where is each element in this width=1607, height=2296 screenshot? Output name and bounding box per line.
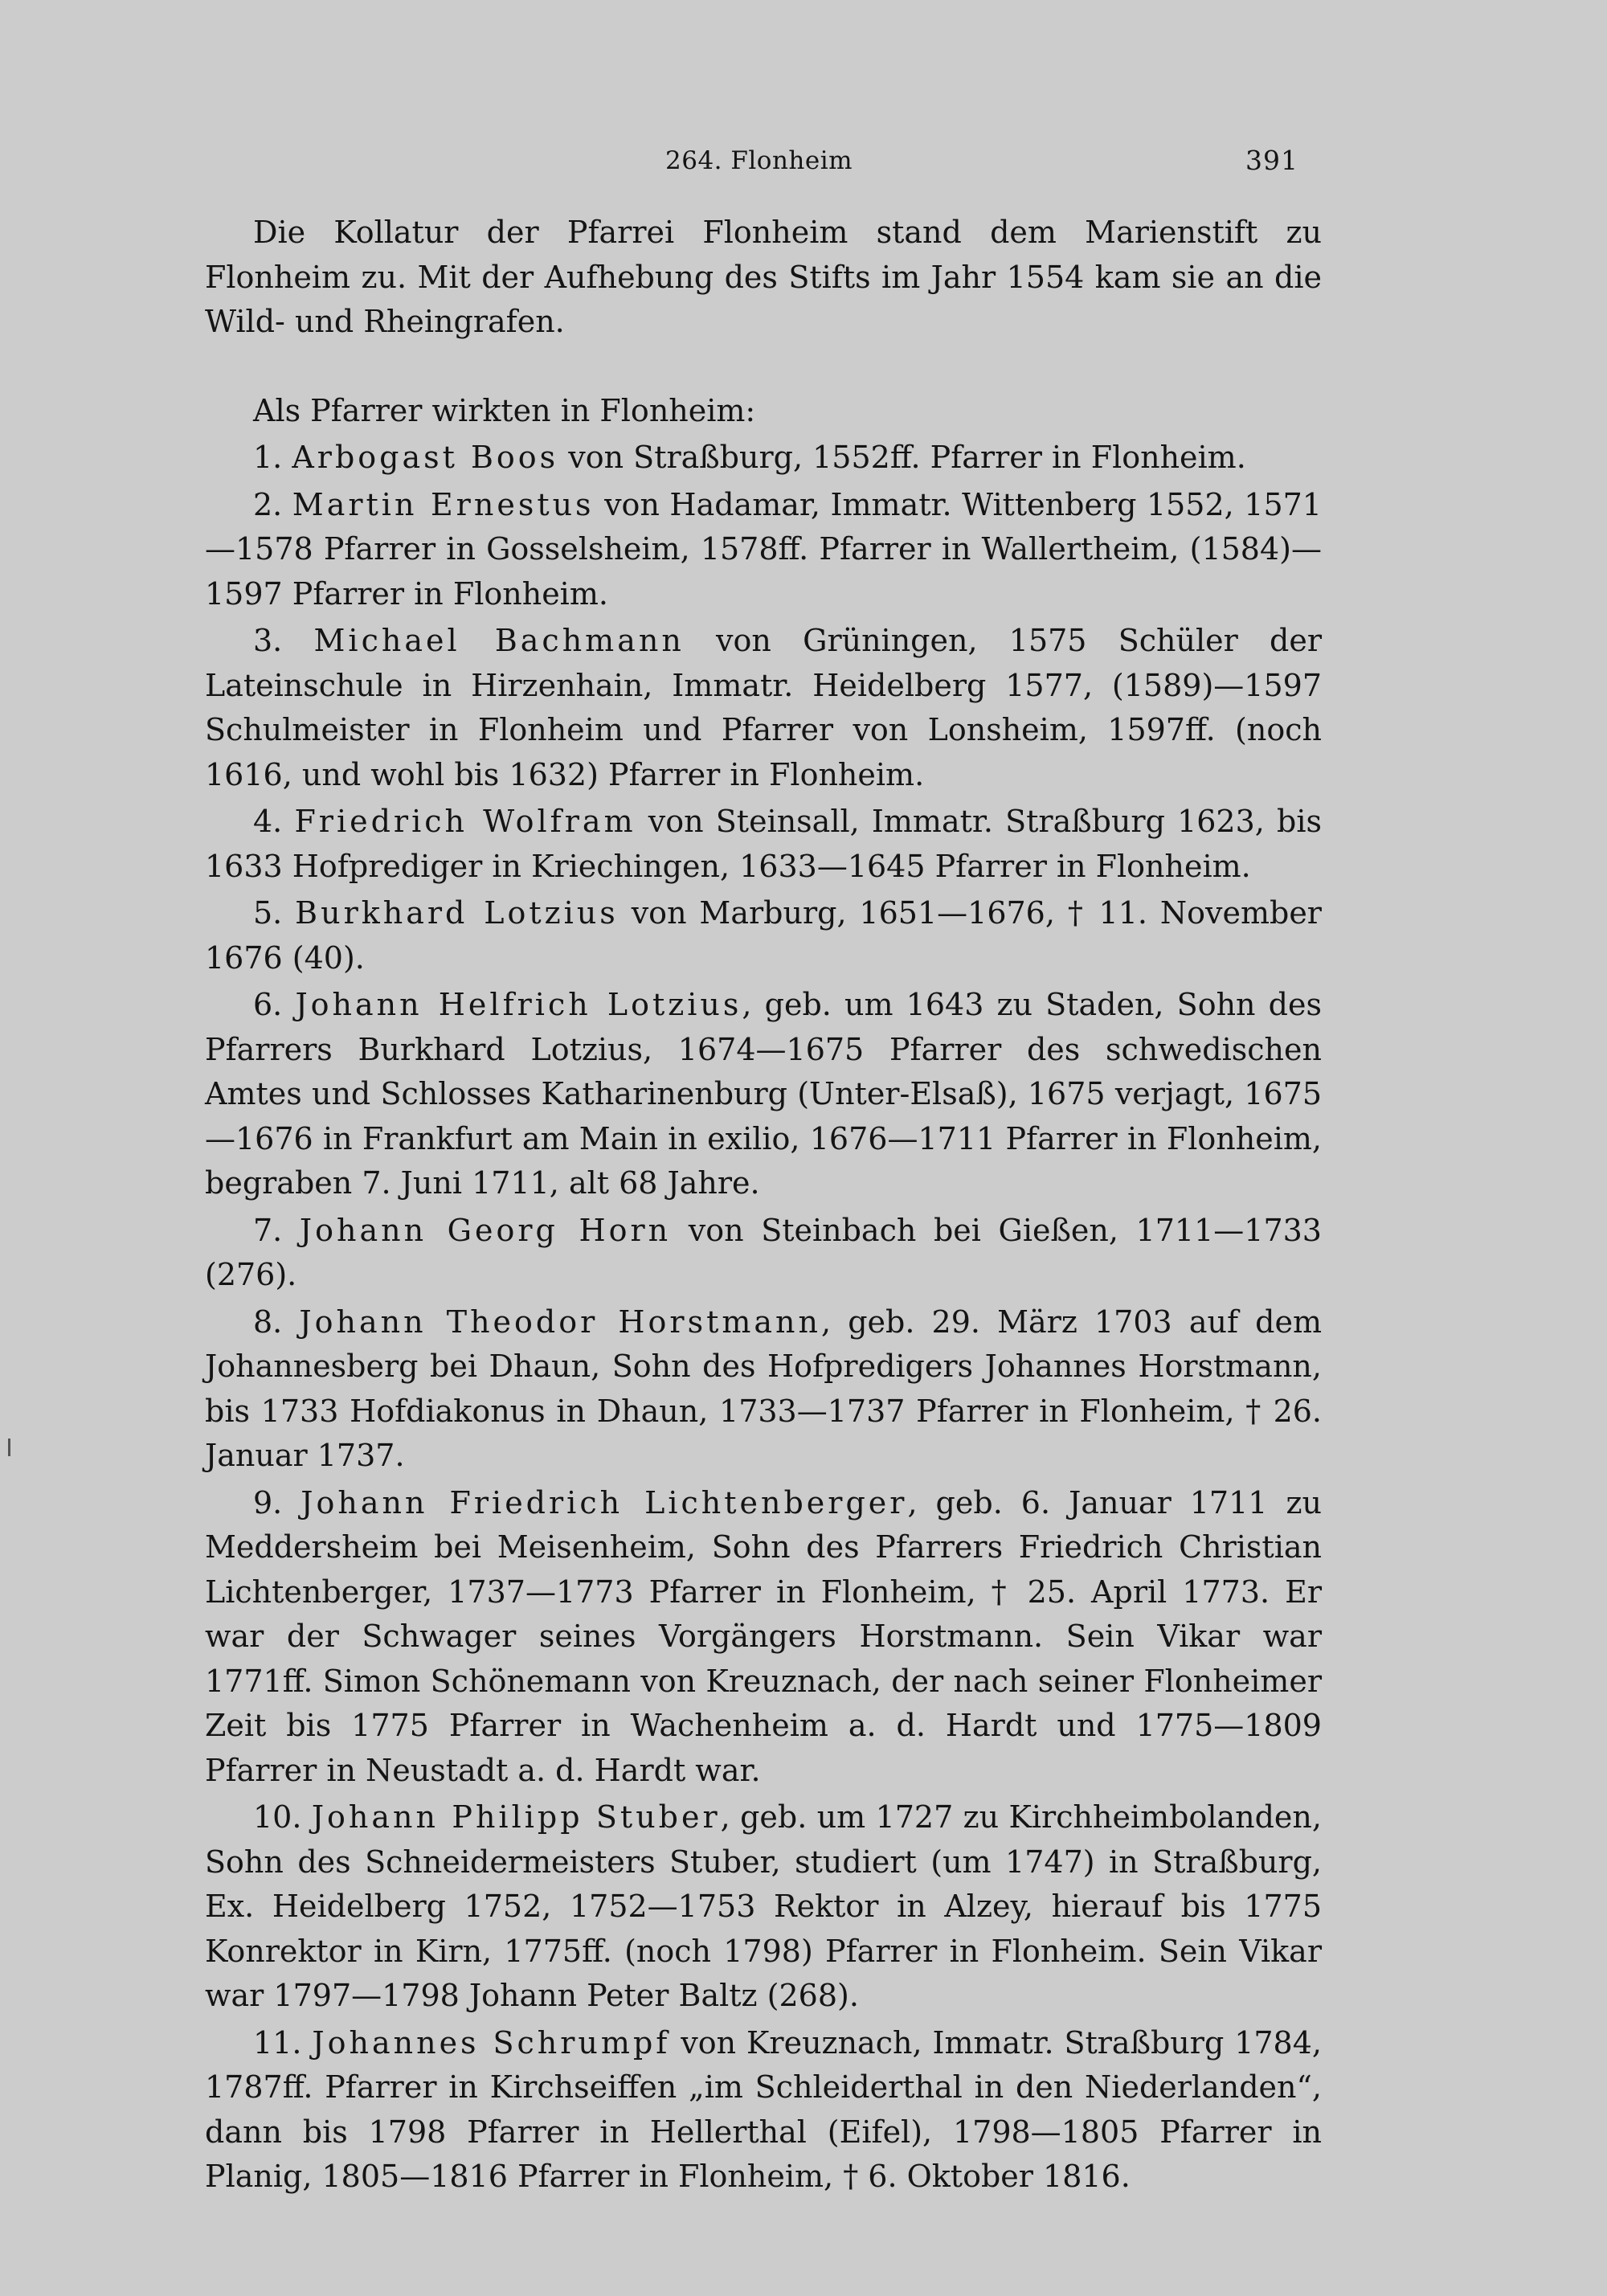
- entry-number: 11.: [253, 2024, 302, 2061]
- page-body: [205, 211, 1322, 2200]
- scan-edge-mark: [8, 1439, 10, 1456]
- pastor-name: Johann Philipp Stuber: [311, 1799, 721, 1835]
- intro-paragraph: Die Kollatur der Pfarrei Flonheim stand dem Marienstift zu Flonheim zu. Mit der Aufhebung des Stifts im Jahr 1554 kam sie an die Wild- und Rheingrafen.: [205, 215, 1322, 339]
- pastor-entry-10: [205, 1795, 1322, 2019]
- entry-number: 3.: [253, 623, 283, 658]
- entry-text: von Steinsall, Immatr. Straßburg 1623, bis 1633 Hofprediger in Kriechingen, 1633—1645 Pfarrer in Flonheim.: [205, 804, 1322, 884]
- pastor-name: Arbogast Boos: [292, 440, 559, 475]
- entry-text: , geb. um 1643 zu Staden, Sohn des Pfarrers Burkhard Lotzius, 1674—1675 Pfarrer des schwedischen Amtes und Schlosses Katharinenburg (Unter-Elsaß), 1675 verjagt, 1675—1676 in Frankfurt am Main in exilio, 1676—1711 Pfarrer in Flonheim, begraben 7. Juni 1711, alt 68 Jahre.: [205, 987, 1322, 1201]
- entry-number: 6.: [253, 987, 283, 1022]
- entry-text: von Straßburg, 1552ff. Pfarrer in Flonheim.: [568, 440, 1246, 475]
- pastor-entry-7: [205, 1209, 1322, 1298]
- list-heading: Als Pfarrer wirkten in Flonheim:: [253, 392, 756, 428]
- pastor-entry-11: [205, 2021, 1322, 2200]
- entry-number: 4.: [253, 804, 283, 839]
- entry-text: , geb. 6. Januar 1711 zu Meddersheim bei Meisenheim, Sohn des Pfarrers Friedrich Christian Lichtenberger, 1737—1773 Pfarrer in Flonheim, † 25. April 1773. Er war der Schwager seines Vorgängers Horstmann. Sein Vikar war 1771ff. Simon Schönemann von Kreuznach, der nach seiner Flonheimer Zeit bis 1775 Pfarrer in Wachenheim a. d. Hardt und 1775—1809 Pfarrer in Neustadt a. d. Hardt war.: [205, 1484, 1322, 1788]
- entry-number: 9.: [253, 1484, 283, 1520]
- entry-text: von Hadamar, Immatr. Wittenberg 1552, 1571—1578 Pfarrer in Gosselsheim, 1578ff. Pfarrer in Wallertheim, (1584)—1597 Pfarrer in Flonheim.: [205, 486, 1322, 612]
- entry-number: 1.: [253, 440, 283, 475]
- pastor-name: Friedrich Wolfram: [294, 804, 636, 839]
- entry-text: von Marburg, 1651—1676, † 11. November 1676 (40).: [205, 895, 1322, 976]
- pastor-name: Burkhard Lotzius: [295, 895, 619, 931]
- entry-text: , geb. 29. März 1703 auf dem Johannesberg bei Dhaun, Sohn des Hofpredigers Johannes Horstmann, bis 1733 Hofdiakonus in Dhaun, 1733—1737 Pfarrer in Flonheim, † 26. Januar 1737.: [205, 1304, 1322, 1473]
- entry-number: 8.: [253, 1304, 283, 1340]
- pastor-entry-9: [205, 1481, 1322, 1794]
- entry-text: von Kreuznach, Immatr. Straßburg 1784, 1787ff. Pfarrer in Kirchseiffen „im Schleiderthal in den Niederlanden“, dann bis 1798 Pfarrer in Hellerthal (Eifel), 1798—1805 Pfarrer in Planig, 1805—1816 Pfarrer in Flonheim, † 6. Oktober 1816.: [205, 2024, 1322, 2194]
- pastor-entry-5: [205, 891, 1322, 980]
- running-header: [0, 138, 1607, 178]
- pastor-entry-4: [205, 800, 1322, 889]
- pastor-name: Johann Theodor Horstmann: [299, 1304, 821, 1340]
- entry-number: 5.: [253, 895, 283, 931]
- pastor-entry-6: [205, 983, 1322, 1206]
- entry-number: 2.: [253, 486, 283, 522]
- pastor-name: Johann Helfrich Lotzius: [295, 987, 742, 1022]
- pastor-entry-1: [205, 436, 1322, 481]
- pastor-name: Martin Ernestus: [292, 486, 595, 522]
- pastor-name: Johann Friedrich Lichtenberger: [301, 1484, 908, 1520]
- pastor-entry-3: [205, 619, 1322, 797]
- entry-text: , geb. um 1727 zu Kirchheimbolanden, Sohn des Schneidermeisters Stuber, studiert (um 1747) in Straßburg, Ex. Heidelberg 1752, 1752—1753 Rektor in Alzey, hierauf bis 1775 Konrektor in Kirn, 1775ff. (noch 1798) Pfarrer in Flonheim. Sein Vikar war 1797—1798 Johann Peter Baltz (268).: [205, 1799, 1322, 2013]
- header-title: 264. Flonheim: [665, 146, 853, 175]
- pastor-entry-2: [205, 483, 1322, 617]
- pastor-name: Michael Bachmann: [313, 623, 685, 658]
- entry-text: von Steinbach bei Gießen, 1711—1733 (276).: [205, 1212, 1322, 1292]
- entry-number: 7.: [253, 1212, 283, 1248]
- pastor-name: Johannes Schrumpf: [312, 2024, 671, 2061]
- pastor-entry-8: [205, 1300, 1322, 1479]
- pastor-name: Johann Georg Horn: [299, 1212, 672, 1248]
- entry-number: 10.: [253, 1799, 302, 1835]
- page-number: 391: [1245, 145, 1298, 176]
- entry-text: von Grüningen, 1575 Schüler der Lateinschule in Hirzenhain, Immatr. Heidelberg 1577, (1589)—1597 Schulmeister in Flonheim und Pfarrer von Lonsheim, 1597ff. (noch 1616, und wohl bis 1632) Pfarrer in Flonheim.: [205, 623, 1322, 792]
